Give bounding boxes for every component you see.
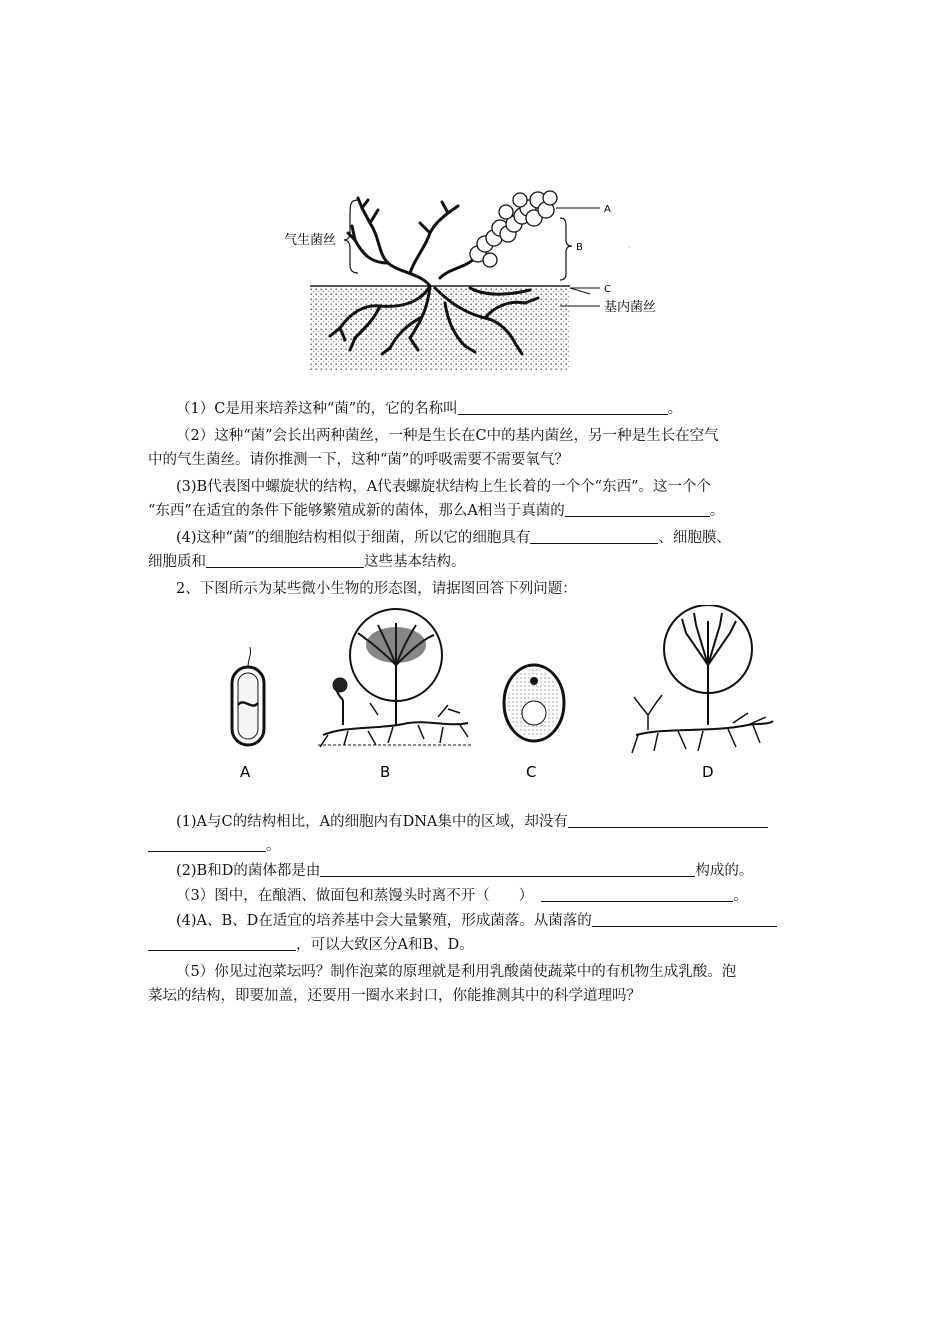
q2-part4-line2: ，可以大致区分A和B、D。 — [148, 933, 818, 957]
q2-part4-line1: (4)A、B、D在适宜的培养基中会大量繁殖，形成菌落。从菌落的 — [148, 909, 846, 933]
q1-part4-line2: 细胞质和 这些基本结构。 — [148, 550, 818, 574]
label-c: C — [604, 284, 611, 295]
q1-part3-line2: “东西”在适宜的条件下能够繁殖成新的菌体，那么A相当于真菌的 。 — [148, 499, 818, 523]
q2-part2: (2)B和D的菌体都是由 构成的。 — [148, 859, 846, 883]
q1-part4-line1: (4)这种“菌”的细胞结构相似于细菌，所以它的细胞具有 、细胞膜、 — [148, 526, 846, 550]
label-aerial-mycelium: 气生菌丝 — [284, 233, 337, 248]
label-a: A — [240, 763, 251, 781]
culture-medium — [310, 286, 570, 370]
label-b: B — [576, 242, 583, 253]
q1-part2-line2: 中的气生菌丝。请你推测一下，这种“菌”的呼吸需要不需要氧气？ — [148, 452, 569, 468]
label-d: D — [702, 763, 714, 781]
answer-blank[interactable] — [206, 551, 364, 568]
answer-blank[interactable] — [565, 500, 710, 517]
answer-blank[interactable] — [530, 527, 658, 544]
q2-title: 2、下图所示为某些微小生物的形态图，请据图回答下列问题： — [176, 581, 577, 597]
b-brace — [560, 218, 572, 280]
actinomycete-diagram — [270, 178, 680, 374]
q2-part3: （3）图中，在酿酒、做面包和蒸馒头时离不开（ ） 。 — [148, 884, 846, 908]
answer-blank[interactable] — [148, 934, 296, 951]
q2-part5-line2: 菜坛的结构，即要加盖，还要用一圈水来封口，你能推测其中的科学道理吗？ — [148, 988, 641, 1004]
answer-blank[interactable] — [320, 860, 695, 877]
answer-blank[interactable] — [568, 811, 768, 828]
q2-part5-line1: （5）你见过泡菜坛吗？制作泡菜的原理就是利用乳酸菌使蔬菜中的有机物生成乳酸。泡 — [176, 964, 737, 980]
label-c: C — [526, 763, 537, 781]
answer-blank[interactable] — [592, 910, 777, 927]
q2-part1-line1: (1)A与C的结构相比，A的细胞内有DNA集中的区域，却没有 — [148, 810, 846, 834]
q2-part1-line2: 。 — [148, 834, 818, 858]
penicillium-d — [632, 605, 773, 753]
q1-part2-line1: （2）这种“菌”会长出两种菌丝，一种是生长在C中的基内菌丝，另一种是生长在空气 — [176, 428, 719, 444]
q1-part3-line1: (3)B代表图中螺旋状的结构，A代表螺旋状结构上生长着的一个个“东西”。这一个个 — [176, 479, 711, 495]
aerial-mycelium — [348, 198, 475, 286]
svg-text:·: · — [628, 243, 631, 252]
bacterium-a — [232, 647, 264, 745]
label-a: A — [604, 204, 611, 215]
mold-b — [318, 609, 473, 747]
q1-part1: （1）C是用来培养这种“菌”的，它的名称叫 。 — [148, 397, 846, 421]
answer-blank[interactable] — [458, 398, 668, 415]
answer-blank[interactable] — [541, 885, 733, 902]
spore-chain — [470, 191, 557, 267]
label-b: B — [380, 763, 391, 781]
microorganisms-figure — [148, 605, 798, 795]
label-substrate-mycelium: 基内菌丝 — [604, 300, 657, 315]
yeast-c — [504, 665, 564, 741]
answer-blank[interactable] — [148, 835, 266, 852]
